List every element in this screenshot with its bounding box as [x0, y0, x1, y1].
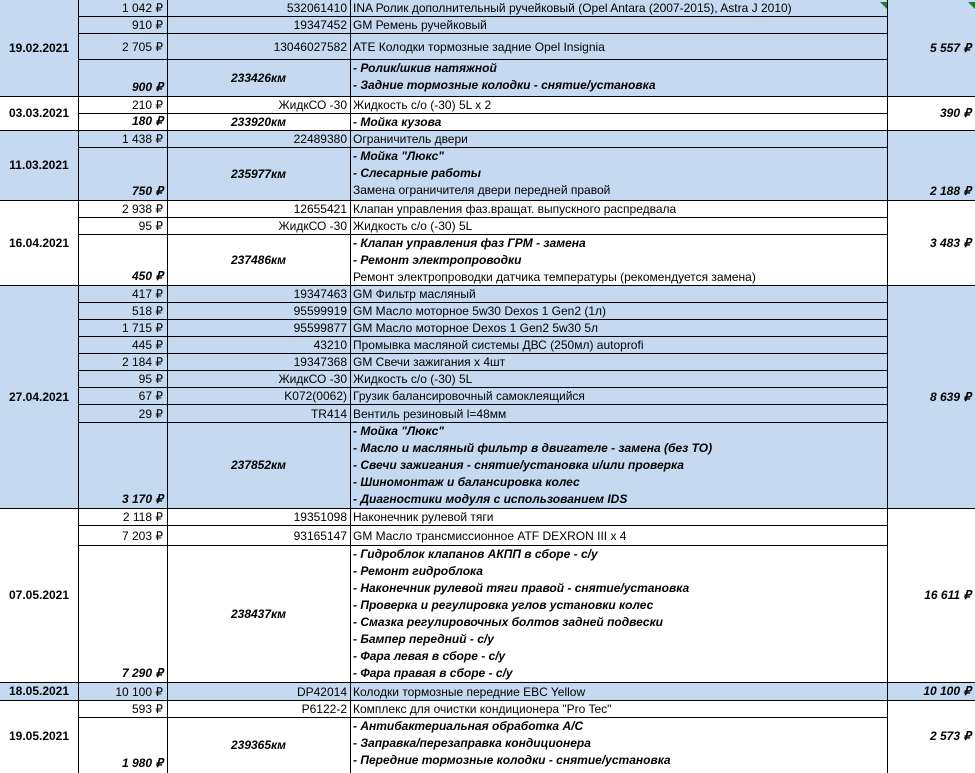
labor-cost: 3 170 ₽ [122, 492, 163, 506]
work-item: - Масло и масляный фильтр в двигателе - замена (без ТО) [353, 441, 713, 455]
part-description: Наконечник рулевой тяги [353, 510, 494, 524]
work-item: - Мойка "Люкс" [353, 149, 444, 163]
work-item: - Шиномонтаж и балансировка колес [353, 475, 580, 489]
part-code: 19351098 [293, 510, 347, 524]
service-date: 07.05.2021 [8, 588, 70, 602]
part-code: P6122-2 [301, 702, 347, 716]
work-item: - Проверка и регулировка углов установки колес [353, 598, 654, 612]
part-code: ЖидкСО -30 [278, 98, 347, 112]
part-code: ЖидкСО -30 [278, 219, 347, 233]
part-price: 7 203 ₽ [122, 528, 163, 543]
part-description: GM Масло трансмиссионное ATF DEXRON III x 4 [353, 528, 627, 543]
entry-total: 5 557 ₽ [930, 40, 971, 55]
work-item: - Диагностики модуля с использованием IDS [353, 492, 628, 506]
part-description: Жидкость с/о (-30) 5L x 2 [353, 98, 492, 112]
odometer-km: 238437км [230, 606, 286, 621]
part-description: Промывка масляной системы ДВС (250мл) autoprofi [353, 338, 644, 352]
part-price: 593 ₽ [132, 702, 163, 716]
part-price: 518 ₽ [132, 304, 163, 318]
part-price: 210 ₽ [132, 98, 163, 112]
work-item: - Заправка/перезаправка кондиционера [353, 736, 591, 750]
odometer-km: 233920км [230, 114, 286, 129]
part-description: GM Масло моторное Dexos 1 Gen2 5w30 5л [353, 321, 599, 335]
part-price: 1 042 ₽ [122, 1, 163, 15]
service-date: 19.05.2021 [8, 729, 70, 743]
part-code: 43210 [313, 338, 347, 352]
work-item: - Свечи зажигания - снятие/установка и/или проверка [353, 458, 684, 472]
part-price: 1 715 ₽ [122, 321, 163, 335]
service-date: 19.02.2021 [8, 40, 70, 55]
work-item: - Передние тормозные колодки - снятие/установка [353, 753, 671, 767]
part-price: 2 938 ₽ [122, 202, 163, 216]
part-price: 2 184 ₽ [122, 355, 163, 369]
part-description: GM Масло моторное 5w30 Dexos 1 Gen2 (1л) [353, 304, 607, 318]
work-item: - Бампер передний - с/у [353, 632, 494, 646]
part-price: 910 ₽ [132, 18, 163, 32]
part-description: Грузик балансировочный самоклеящийся [353, 389, 585, 403]
labor-cost: 900 ₽ [132, 80, 163, 94]
work-item: - Задние тормозные колодки - снятие/установка [353, 78, 656, 92]
cell-indicator-mark [968, 2, 975, 9]
part-code: 19347452 [293, 18, 347, 32]
part-description: Комплекс для очистки кондиционера "Pro Tec" [353, 702, 612, 716]
service-date: 03.03.2021 [8, 106, 70, 120]
work-item: - Антибактериальная обработка А/С [353, 719, 584, 733]
odometer-km: 235977км [230, 166, 286, 181]
work-item: - Гидроблок клапанов АКПП в сборе - с/у [353, 547, 598, 561]
part-description: ATE Колодки тормозные задние Opel Insignia [353, 39, 605, 54]
work-item: - Смазка регулировочных болтов задней подвески [353, 615, 664, 629]
part-description: GM Ремень ручейковый [353, 18, 487, 32]
part-code: 13046027582 [273, 39, 347, 54]
part-code: 95599919 [293, 304, 347, 318]
part-description: Жидкость с/о (-30) 5L [353, 372, 473, 386]
part-code: K072(0062) [284, 389, 347, 403]
odometer-km: 233426км [230, 70, 286, 85]
part-description: Клапан управления фаз.вращат. выпускного распредвала [353, 202, 677, 216]
part-code: DP42014 [296, 684, 347, 699]
work-item: - Фара правая в сборе - с/у [353, 666, 513, 680]
part-code: 22489380 [293, 132, 347, 146]
work-item: - Ремонт гидроблока [353, 564, 483, 578]
part-description: Ограничитель двери [353, 132, 468, 146]
part-description: GM Свечи зажигания x 4шт [353, 355, 506, 369]
part-description: INA Ролик дополнительный ручейковый (Opel Antara (2007-2015), Astra J 2010) [353, 1, 792, 15]
labor-cost: 180 ₽ [132, 114, 163, 128]
part-price: 2 118 ₽ [122, 510, 163, 524]
part-price: 95 ₽ [138, 372, 163, 386]
labor-cost: 7 290 ₽ [122, 666, 163, 680]
service-date: 16.04.2021 [8, 235, 70, 250]
part-code: 12655421 [293, 202, 347, 216]
part-price: 445 ₽ [132, 338, 163, 352]
work-note: Замена ограничителя двери передней правой [353, 183, 611, 197]
service-date: 27.04.2021 [8, 389, 70, 404]
part-code: 19347368 [293, 355, 347, 369]
part-code: 532061410 [286, 1, 347, 15]
entry-total: 2 188 ₽ [930, 184, 971, 198]
entry-total: 2 573 ₽ [930, 729, 971, 743]
part-price: 417 ₽ [132, 287, 163, 301]
entry-total: 10 100 ₽ [923, 684, 971, 698]
service-date: 18.05.2021 [8, 684, 70, 698]
entry-total: 16 611 ₽ [924, 588, 971, 602]
part-code: TR414 [310, 406, 347, 421]
part-price: 29 ₽ [138, 406, 163, 421]
work-item: - Ремонт электропроводки [353, 253, 522, 267]
work-item: - Слесарные работы [353, 166, 481, 180]
odometer-km: 237486км [230, 252, 286, 267]
part-price: 1 438 ₽ [122, 132, 163, 146]
part-price: 2 705 ₽ [122, 39, 163, 54]
odometer-km: 239365км [230, 737, 286, 752]
part-code: ЖидкСО -30 [278, 372, 347, 386]
work-note: Ремонт электропроводки датчика температуры (рекомендуется замена) [353, 270, 756, 284]
part-price: 67 ₽ [138, 389, 163, 403]
labor-cost: 1 980 ₽ [122, 756, 163, 770]
part-price: 95 ₽ [138, 219, 163, 233]
entry-total: 8 639 ₽ [930, 389, 971, 404]
labor-cost: 750 ₽ [132, 184, 163, 198]
part-price: 10 100 ₽ [115, 684, 163, 699]
labor-cost: 450 ₽ [132, 269, 163, 283]
entry-total: 390 ₽ [940, 106, 971, 120]
part-description: Жидкость с/о (-30) 5L [353, 219, 473, 233]
work-item: - Клапан управления фаз ГРМ - замена [353, 236, 586, 250]
part-description: Колодки тормозные передние EBC Yellow [353, 684, 586, 699]
part-code: 93165147 [293, 528, 347, 543]
part-description: GM Фильтр масляный [353, 287, 476, 301]
part-code: 95599877 [293, 321, 347, 335]
work-item: - Фара левая в сборе - с/у [353, 649, 506, 663]
part-code: 19347463 [293, 287, 347, 301]
work-item: - Мойка кузова [353, 115, 442, 129]
work-item: - Наконечник рулевой тяги правой - снятие/установка [353, 581, 690, 595]
work-item: - Ролик/шкив натяжной [353, 61, 497, 75]
entry-total: 3 483 ₽ [930, 235, 971, 250]
service-date: 11.03.2021 [9, 158, 69, 172]
work-item: - Мойка "Люкс" [353, 424, 444, 438]
odometer-km: 237852км [230, 458, 286, 472]
part-description: Вентиль резиновый l=48мм [353, 406, 507, 421]
cell-indicator-mark [880, 2, 887, 9]
